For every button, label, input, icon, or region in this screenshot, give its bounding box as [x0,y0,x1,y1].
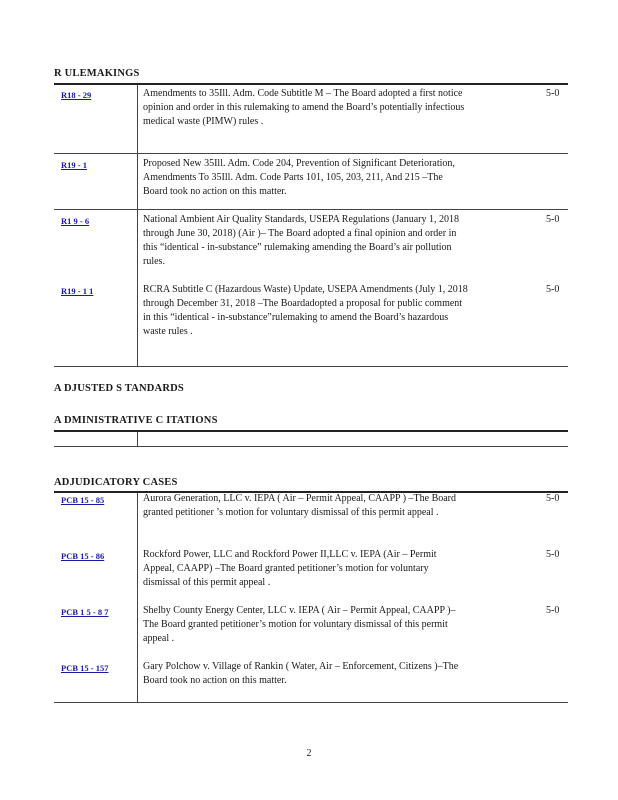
docket-link[interactable]: PCB 1 5 - 8 7 [61,607,109,617]
case-description: Gary Polchow v. Village of Rankin ( Water, Air – Enforcement, Citizens )–The Board took no action on this matter. [143,661,459,686]
section-end-rule [54,446,568,447]
docket-link[interactable]: PCB 15 - 85 [61,495,105,505]
vote-count: 5-0 [546,549,560,560]
section-end-rule [54,366,568,367]
case-description: National Ambient Air Quality Standards, USEPA Regulations (January 1, 2018 through June 30, 2018) (Air )– The Board adopted a final opinion and order in this “identical - in-substance” rulemaking amending the Board’s air pollution rules. [143,214,459,267]
vote-count: 5-0 [546,88,560,99]
section-heading-adjusted-standards: A DJUSTED S TANDARDS [54,383,184,394]
page-number: 2 [306,748,312,759]
case-description: Amendments to 35Ill. Adm. Code Subtitle M – The Board adopted a first notice opinion and order in this rulemaking to amend the Board’s potentially infectious medical waste (PIMW) rules . [143,88,465,127]
docket-link[interactable]: R18 - 29 [61,90,92,100]
case-description: Proposed New 35Ill. Adm. Code 204, Prevention of Significant Deterioration, Amendments To 35Ill. Adm. Code Parts 101, 105, 203, 211, And 215 –The Board took no action on this matter. [143,158,455,197]
column-divider [137,493,138,702]
docket-link[interactable]: R1 9 - 6 [61,216,90,226]
case-description: RCRA Subtitle C (Hazardous Waste) Update, USEPA Amendments (July 1, 2018 through December 31, 2018 –The Boardadopted a proposal for public comment in this “identical - in-substance”rulemaking to amend the Board’s hazardous waste rules . [143,284,468,337]
docket-link[interactable]: PCB 15 - 157 [61,663,109,673]
section-rule [54,430,568,432]
section-rule [54,83,568,85]
row-divider [54,209,568,210]
vote-count: 5-0 [546,605,560,616]
docket-link[interactable]: R19 - 1 1 [61,286,94,296]
docket-link[interactable]: PCB 15 - 86 [61,551,105,561]
column-divider [137,85,138,367]
section-end-rule [54,702,568,703]
row-divider [54,153,568,154]
vote-count: 5-0 [546,284,560,295]
vote-count: 5-0 [546,493,560,504]
column-divider [137,432,138,446]
case-description: Aurora Generation, LLC v. IEPA ( Air – Permit Appeal, CAAPP ) –The Board granted petitioner ’s motion for voluntary dismissal of this permit appeal . [143,493,457,518]
docket-link[interactable]: R19 - 1 [61,160,87,170]
case-description: Rockford Power, LLC and Rockford Power II,LLC v. IEPA (Air – Permit Appeal, CAAPP) –The Board granted petitioner’s motion for voluntary dismissal of this permit appeal . [143,549,437,588]
section-heading-administrative-citations: A DMINISTRATIVE C ITATIONS [54,415,218,426]
vote-count: 5-0 [546,214,560,225]
section-heading-adjudicatory-cases: ADJUDICATORY CASES [54,477,178,488]
section-heading-rulemakings: R ULEMAKINGS [54,68,140,79]
case-description: Shelby County Energy Center, LLC v. IEPA ( Air – Permit Appeal, CAAPP )–The Board granted petitioner’s motion for voluntary dismissal of this permit appeal . [143,605,456,644]
